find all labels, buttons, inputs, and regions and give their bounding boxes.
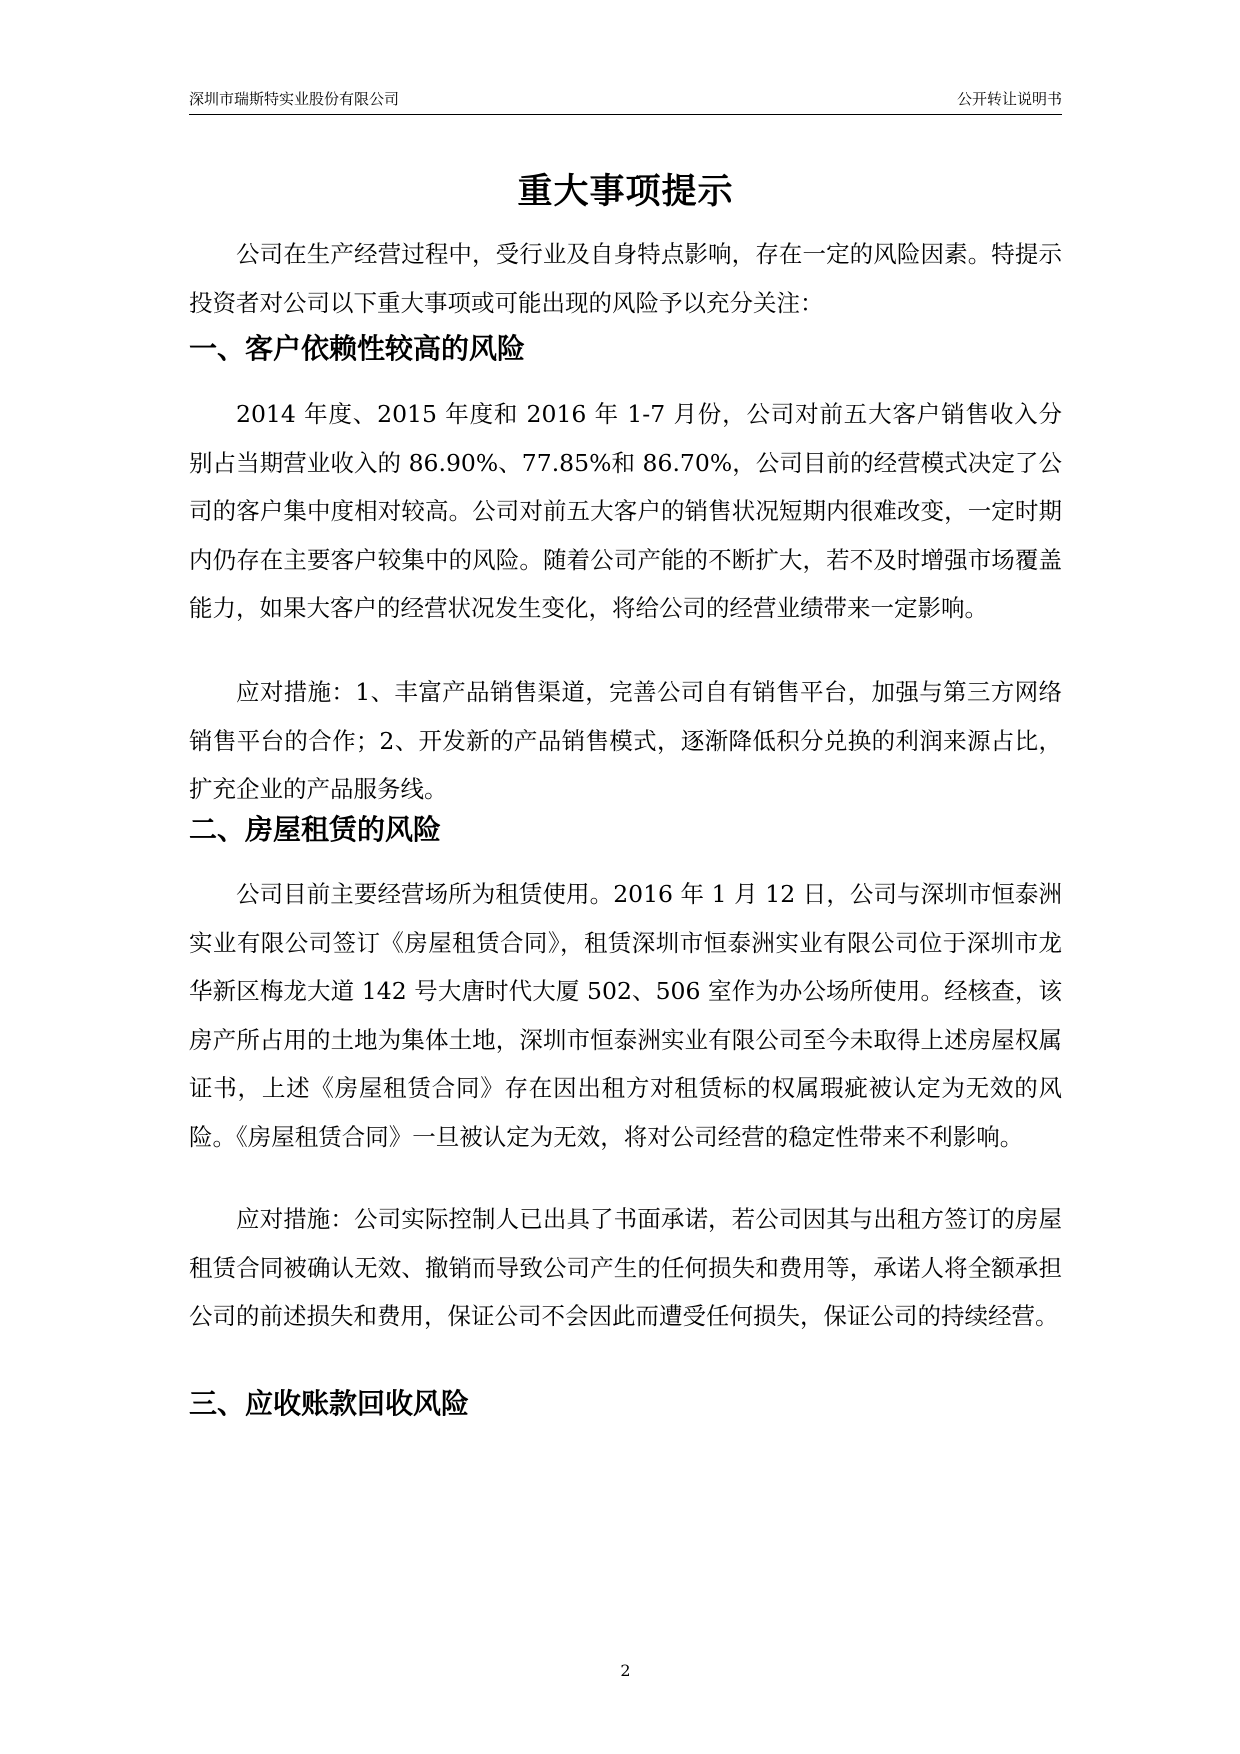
section-1-paragraph-1: 2014 年度、2015 年度和 2016 年 1-7 月份，公司对前五大客户销售收入分别占当期营业收入的 86.90%、77.85%和 86.70%，公司目前的经营模式决定了公司的客户集中度相对较高。公司对前五大客户的销售状况短期内很难改变，一定时期内仍存在主要客户较集中的风险。随着公司产能的不断扩大，若不及时增强市场覆盖能力，如果大客户的经营状况发生变化，将给公司的经营业绩带来一定影响。 [189, 400, 1062, 622]
page-number: 2 [620, 1661, 631, 1680]
section-2-paragraph-2: 应对措施：公司实际控制人已出具了书面承诺，若公司因其与出租方签订的房屋租赁合同被确认无效、撤销而导致公司产生的任何损失和费用等，承诺人将全额承担公司的前述损失和费用，保证公司不会因此而遭受任何损失，保证公司的持续经营。 [189, 1205, 1062, 1330]
page-header [189, 86, 1062, 115]
section-2-paragraph-1: 公司目前主要经营场所为租赁使用。2016 年 1 月 12 日，公司与深圳市恒泰洲实业有限公司签订《房屋租赁合同》，租赁深圳市恒泰洲实业有限公司位于深圳市龙华新区梅龙大道 142 号大唐时代大厦 502、506 室作为办公场所使用。经核查，该房产所占用的土地为集体土地，深圳市恒泰洲实业有限公司至今未取得上述房屋权属证书，上述《房屋租赁合同》存在因出租方对租赁标的权属瑕疵被认定为无效的风险。《房屋租赁合同》一旦被认定为无效，将对公司经营的稳定性带来不利影响。 [189, 880, 1062, 1151]
intro-paragraph: 公司在生产经营过程中，受行业及自身特点影响，存在一定的风险因素。特提示投资者对公司以下重大事项或可能出现的风险予以充分关注： [189, 240, 1062, 317]
section-heading-customer-dependency: 一、客户依赖性较高的风险 [189, 332, 526, 365]
header-document-type: 公开转让说明书 [956, 90, 1062, 108]
section-1-paragraph-2: 应对措施：1、丰富产品销售渠道，完善公司自有销售平台，加强与第三方网络销售平台的合作；2、开发新的产品销售模式，逐渐降低积分兑换的利润来源占比，扩充企业的产品服务线。 [189, 678, 1062, 803]
section-heading-receivables: 三、应收账款回收风险 [189, 1387, 470, 1420]
page-title: 重大事项提示 [517, 171, 734, 212]
section-heading-house-lease: 二、房屋租赁的风险 [189, 813, 442, 846]
header-company-name: 深圳市瑞斯特实业股份有限公司 [189, 90, 400, 108]
